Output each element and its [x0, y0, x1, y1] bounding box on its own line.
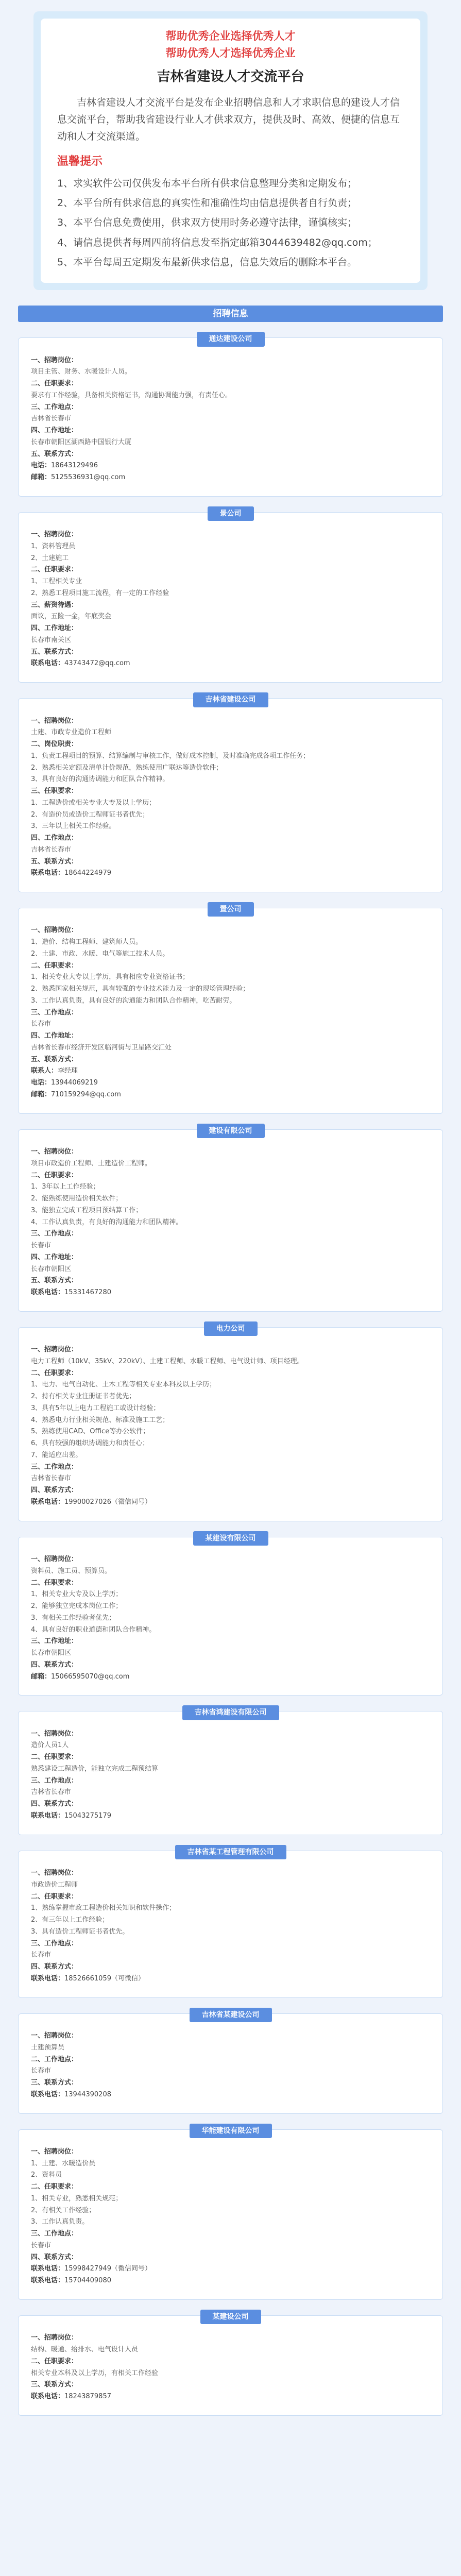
company-name-badge: 建设有限公司	[197, 1124, 265, 1138]
contact-value: 18643129496	[51, 462, 98, 470]
slogan-line-2: 帮助优秀人才选择优秀企业	[165, 46, 296, 59]
job-detail-text: 长春市	[31, 1020, 52, 1028]
job-section-heading: 一、招聘岗位：	[31, 2032, 78, 2040]
card-header	[31, 692, 430, 707]
company-name-badge: 吉林省某工程管理有限公司	[175, 1845, 286, 1859]
job-section-heading: 一、招聘岗位：	[31, 531, 78, 539]
job-detail-text: 吉林省长春市	[31, 1475, 72, 1483]
job-details	[31, 1868, 430, 1985]
contact-label: 电话：	[31, 1079, 52, 1087]
contact-label: 联系电话：	[31, 1811, 65, 1820]
company-name-badge: 某建设公司	[200, 2310, 261, 2324]
job-section-heading: 二、任职要求：	[31, 1753, 78, 1761]
job-detail-text: 资料员、施工员、预算员。	[31, 1567, 112, 1575]
contact-label: 联系电话：	[31, 2090, 65, 2098]
job-section-heading: 四、工作地址：	[31, 1032, 78, 1040]
contact-value: 5125536931@qq.com	[51, 473, 126, 481]
job-detail-text: 1、负责工程项目的预算、结算编制与审核工作，做好成本控制，及时准确完成各项工作任务；	[31, 752, 310, 760]
contact-label: 联系电话：	[31, 659, 65, 668]
job-section-heading: 三、工作地点：	[31, 403, 78, 411]
job-card	[18, 1848, 443, 1998]
job-section-heading: 一、招聘岗位：	[31, 1346, 78, 1354]
job-detail-text: 2、熟悉相关定额及清单计价规范，熟练使用广联达等造价软件；	[31, 764, 223, 772]
platform-intro: 吉林省建设人才交流平台是发布企业招聘信息和人才求职信息的建设人才信息交流平台，帮助我省建设行业人才供求双方，提供及时、高效、便捷的信息互动和人才交流渠道。	[57, 96, 400, 143]
job-detail-text: 1、相关专业大专以上学历，具有相应专业资格证书；	[31, 973, 190, 981]
job-detail-text: 3、能独立完成工程项目预结算工作；	[31, 1206, 143, 1214]
job-detail-text: 2、资料员	[31, 2171, 62, 2179]
job-detail-text: 吉林省长春市	[31, 845, 72, 854]
job-detail-text: 2、熟悉国家相关规范，具有较强的专业技术能力及一定的现场管理经验；	[31, 985, 250, 993]
company-name-badge: 置公司	[208, 902, 254, 917]
job-detail-text: 土建、市政专业造价工程师	[31, 728, 112, 737]
job-section-heading: 五、联系方式：	[31, 1055, 78, 1063]
card-header	[31, 2310, 430, 2324]
job-details	[31, 2332, 430, 2403]
platform-title: 吉林省建设人才交流平台	[157, 69, 304, 85]
job-section-heading: 五、联系方式：	[31, 450, 78, 458]
job-detail-text: 电力工程师（10kV、35kV、220kV）、土建工程师、水暖工程师、电气设计师、项目经理。	[31, 1357, 304, 1365]
contact-row	[31, 868, 430, 879]
contact-label: 联系人：	[31, 1067, 58, 1075]
job-detail-text: 2、土建施工	[31, 554, 69, 562]
job-card	[18, 698, 443, 892]
contact-value: 43743472@qq.com	[64, 659, 130, 668]
contact-value: 15704409080	[64, 2277, 111, 2285]
company-name-badge: 吉林省某建设公司	[190, 2008, 272, 2022]
job-detail-text: 长春市	[31, 1242, 52, 1250]
job-section-heading: 五、联系方式：	[31, 1277, 78, 1285]
job-detail-text: 长春市朝阳区湖西路中国银行大厦	[31, 438, 132, 446]
hero-panel	[41, 19, 420, 283]
job-section-heading: 二、任职要求：	[31, 1892, 78, 1901]
contact-row	[31, 1077, 430, 1089]
job-section-heading: 二、任职要求：	[31, 1579, 78, 1587]
job-details	[31, 2030, 430, 2101]
company-name-badge: 景公司	[208, 506, 254, 521]
contact-row	[31, 2263, 430, 2275]
contact-value: 19900027026（微信同号）	[64, 1498, 151, 1506]
contact-label: 联系电话：	[31, 1289, 65, 1297]
company-name-badge: 通达建设公司	[197, 332, 265, 346]
contact-label: 联系电话：	[31, 1974, 65, 1982]
tips-list	[57, 175, 404, 270]
job-detail-text: 4、熟悉电力行业相关规范、标准及施工工艺；	[31, 1416, 169, 1424]
job-section-heading: 二、任职要求：	[31, 1171, 78, 1179]
job-section-heading: 四、工作地点：	[31, 834, 78, 842]
job-section-heading: 二、任职要求：	[31, 2357, 78, 2365]
job-detail-text: 长春市	[31, 1951, 52, 1959]
contact-row	[31, 1973, 430, 1985]
job-detail-text: 3、具有良好的沟通协调能力和团队合作精神。	[31, 775, 169, 784]
job-detail-text: 2、有三年以上工作经验；	[31, 1916, 109, 1924]
job-detail-text: 2、有造价员或造价工程师证书者优先；	[31, 810, 149, 819]
contact-value: 13944069219	[51, 1079, 98, 1087]
job-detail-text: 2、能够独立完成本岗位工作；	[31, 1602, 123, 1611]
job-section-heading: 三、联系方式：	[31, 2079, 78, 2087]
contact-row	[31, 1065, 430, 1077]
job-section-heading: 四、工作地址：	[31, 1253, 78, 1261]
job-card	[18, 905, 443, 1114]
job-detail-text: 长春市朝阳区	[31, 1649, 72, 1657]
contact-row	[31, 1810, 430, 1822]
tip-item: 4、请信息提供者每周四前将信息发至指定邮箱3044639482@qq.com；	[57, 236, 378, 248]
job-detail-text: 土建预算员	[31, 2043, 65, 2052]
job-section-heading: 一、招聘岗位：	[31, 926, 78, 935]
contact-value: 15043275179	[64, 1811, 111, 1820]
job-detail-text: 1、造价、结构工程师、建筑师人员。	[31, 938, 143, 946]
job-section-heading: 四、工作地址：	[31, 427, 78, 434]
job-detail-text: 要求有工作经验，具备相关资格证书，沟通协调能力强，有责任心。	[31, 391, 232, 399]
job-card	[18, 1324, 443, 1521]
job-detail-text: 3、工作认真负责。	[31, 2218, 89, 2226]
contact-row	[31, 460, 430, 472]
job-section-heading: 三、联系方式：	[31, 2381, 78, 2389]
job-detail-text: 项目主管、财务、水暖设计人员。	[31, 368, 132, 376]
contact-row	[31, 2275, 430, 2287]
job-section-heading: 四、联系方式：	[31, 1800, 78, 1808]
card-header	[31, 1321, 430, 1336]
contact-value: 李经理	[58, 1067, 78, 1075]
job-details	[31, 925, 430, 1100]
job-detail-text: 5、熟练使用CAD、Office等办公软件；	[31, 1428, 150, 1436]
contact-label: 联系电话：	[31, 869, 65, 877]
job-detail-text: 项目市政造价工程师、土建造价工程师。	[31, 1159, 152, 1167]
job-card	[18, 1708, 443, 1835]
contact-label: 邮箱：	[31, 1090, 52, 1098]
tips-title: 温馨提示	[57, 155, 103, 168]
job-section-heading: 四、联系方式：	[31, 1486, 78, 1495]
contact-value: 18243879857	[64, 2393, 111, 2401]
job-detail-text: 长春市	[31, 2067, 52, 2075]
job-section-heading: 三、薪资待遇：	[31, 601, 78, 609]
tip-item: 5、本平台每周五定期发布最新供求信息，信息失效后的删除本平台。	[57, 256, 357, 268]
job-detail-text: 1、工程造价或相关专业大专及以上学历；	[31, 799, 156, 807]
company-name-badge: 华能建设有限公司	[190, 2124, 272, 2138]
job-section-heading: 二、岗位职责：	[31, 740, 78, 749]
job-detail-text: 7、能适应出差。	[31, 1451, 82, 1459]
job-detail-text: 1、电力、电气自动化、土木工程等相关专业本科及以上学历；	[31, 1381, 216, 1389]
job-detail-text: 1、资料管理员	[31, 542, 76, 550]
company-name-badge: 某建设有限公司	[193, 1531, 268, 1546]
job-details	[31, 1728, 430, 1822]
card-header	[31, 902, 430, 917]
job-detail-text: 吉林省长春市经济开发区临河街与卫星路交汇处	[31, 1043, 172, 1052]
contact-row	[31, 2089, 430, 2101]
contact-label: 联系电话：	[31, 2277, 65, 2285]
job-section-heading: 二、工作地点：	[31, 2055, 78, 2063]
job-detail-text: 1、土建、水暖造价员	[31, 2159, 96, 2167]
job-card	[18, 2010, 443, 2114]
job-detail-text: 6、具有较强的组织协调能力和责任心；	[31, 1439, 149, 1448]
contact-value: 13944390208	[64, 2090, 111, 2098]
job-section-heading: 二、任职要求：	[31, 380, 78, 387]
job-section-heading: 三、工作地址：	[31, 1637, 78, 1646]
card-header	[31, 2124, 430, 2138]
contact-row	[31, 658, 430, 670]
contact-row	[31, 1497, 430, 1509]
job-detail-text: 长春市	[31, 2241, 52, 2249]
job-detail-text: 面议，五险一金，年底奖金	[31, 613, 112, 621]
job-section-heading: 一、招聘岗位：	[31, 1555, 78, 1564]
contact-label: 联系电话：	[31, 2393, 65, 2401]
job-detail-text: 造价人员1人	[31, 1741, 69, 1750]
job-section-heading: 二、任职要求：	[31, 2183, 78, 2191]
job-card	[18, 337, 443, 497]
card-header	[31, 2008, 430, 2022]
job-detail-text: 吉林省长春市	[31, 1788, 72, 1797]
job-section-heading: 三、任职要求：	[31, 787, 78, 795]
job-detail-text: 相关专业本科及以上学历，有相关工作经验	[31, 2369, 159, 2377]
contact-row	[31, 1089, 430, 1101]
tip-item: 2、本平台所有供求信息的真实性和准确性均由信息提供者自行负责；	[57, 197, 357, 209]
contact-row	[31, 2391, 430, 2403]
job-section-heading: 四、工作地址：	[31, 624, 78, 633]
job-section-heading: 二、任职要求：	[31, 961, 78, 970]
card-header	[31, 1705, 430, 1720]
job-detail-text: 1、3年以上工作经验；	[31, 1183, 100, 1191]
job-detail-text: 长春市南关区	[31, 636, 72, 644]
contact-value: 15998427949（微信同号）	[64, 2265, 151, 2273]
job-detail-text: 长春市朝阳区	[31, 1265, 72, 1273]
contact-value: 15066595070@qq.com	[51, 1672, 130, 1681]
contact-label: 联系电话：	[31, 2265, 65, 2273]
job-section-heading: 三、工作地点：	[31, 1463, 78, 1471]
job-section-heading: 一、招聘岗位：	[31, 717, 78, 725]
contact-label: 邮箱：	[31, 1672, 52, 1681]
job-card	[18, 509, 443, 683]
contact-row	[31, 1287, 430, 1299]
job-detail-text: 市政造价工程师	[31, 1880, 78, 1889]
contact-value: 710159294@qq.com	[51, 1090, 121, 1098]
job-details	[31, 1146, 430, 1299]
contact-row	[31, 472, 430, 484]
job-section-heading: 三、工作地点：	[31, 1939, 78, 1947]
job-detail-text: 2、有相关工作经验；	[31, 2206, 96, 2214]
contact-label: 联系电话：	[31, 1498, 65, 1506]
job-detail-text: 4、工作认真负责，有良好的沟通能力和团队精神。	[31, 1218, 183, 1226]
job-section-heading: 一、招聘岗位：	[31, 1730, 78, 1738]
contact-row	[31, 1671, 430, 1683]
job-section-heading: 二、任职要求：	[31, 566, 78, 574]
contact-value: 15331467280	[64, 1289, 111, 1297]
hero-banner	[33, 11, 428, 290]
company-name-badge: 吉林省建设公司	[193, 692, 268, 707]
job-detail-text: 结构、暖通、给排水、电气设计人员	[31, 2346, 139, 2354]
job-section-heading: 三、工作地点：	[31, 1230, 78, 1238]
contact-label: 邮箱：	[31, 473, 52, 481]
job-details	[31, 1554, 430, 1683]
job-detail-text: 3、工作认真负责，具有良好的沟通能力和团队合作精神，吃苦耐劳。	[31, 996, 236, 1005]
section-title: 招聘信息	[18, 306, 443, 322]
job-card-list	[18, 337, 443, 2416]
job-section-heading: 三、工作地点：	[31, 1776, 78, 1785]
job-section-heading: 一、招聘岗位：	[31, 2334, 78, 2342]
card-header	[31, 1531, 430, 1546]
card-header	[31, 332, 430, 346]
job-card	[18, 1126, 443, 1312]
job-card	[18, 2312, 443, 2416]
job-detail-text: 2、持有相关专业注册证书者优先；	[31, 1393, 136, 1401]
card-header	[31, 506, 430, 521]
job-section-heading: 三、工作地点：	[31, 1008, 78, 1016]
job-section-heading: 二、任职要求：	[31, 1369, 78, 1377]
card-header	[31, 1845, 430, 1859]
job-section-heading: 四、联系方式：	[31, 1660, 78, 1669]
job-details	[31, 2146, 430, 2287]
job-details	[31, 1344, 430, 1509]
job-section-heading: 五、联系方式：	[31, 648, 78, 656]
job-details	[31, 529, 430, 670]
job-details	[31, 355, 430, 484]
job-detail-text: 1、熟练掌握市政工程造价相关知识和软件操作；	[31, 1904, 176, 1912]
company-name-badge: 吉林省鸿建设有限公司	[182, 1705, 279, 1720]
job-section-heading: 四、联系方式：	[31, 2253, 78, 2261]
job-detail-text: 2、熟悉工程项目施工流程，有一定的工作经验	[31, 589, 169, 597]
job-detail-text: 2、土建、市政、水暖、电气等施工技术人员。	[31, 950, 169, 958]
job-detail-text: 吉林省长春市	[31, 415, 72, 423]
job-section-heading: 一、招聘岗位：	[31, 1869, 78, 1877]
job-detail-text: 2、能熟练使用造价相关软件；	[31, 1195, 123, 1203]
contact-label: 电话：	[31, 462, 52, 470]
job-detail-text: 1、相关专业大专及以上学历；	[31, 1590, 123, 1599]
job-detail-text: 3、具有造价工程师证书者优先。	[31, 1927, 129, 1936]
job-card	[18, 2126, 443, 2300]
slogan-line-1: 帮助优秀企业选择优秀人才	[165, 30, 296, 42]
job-section-heading: 一、招聘岗位：	[31, 2147, 78, 2156]
job-detail-text: 1、相关专业，熟悉相关规范；	[31, 2194, 123, 2202]
job-section-heading: 三、工作地点：	[31, 2230, 78, 2238]
job-section-heading: 五、联系方式：	[31, 857, 78, 866]
company-name-badge: 电力公司	[204, 1321, 258, 1336]
job-details	[31, 716, 430, 880]
job-detail-text: 熟悉建设工程造价，能独立完成工程预结算	[31, 1765, 159, 1773]
job-detail-text: 4、具有良好的职业道德和团队合作精神。	[31, 1625, 156, 1634]
job-detail-text: 3、三年以上相关工作经验。	[31, 822, 116, 831]
tip-item: 3、本平台信息免费使用，供求双方使用时务必遵守法律，谨慎核实；	[57, 217, 357, 229]
job-section-heading: 一、招聘岗位：	[31, 1148, 78, 1156]
job-section-heading: 四、联系方式：	[31, 1963, 78, 1971]
job-detail-text: 3、有相关工作经验者优先；	[31, 1614, 116, 1622]
job-section-heading: 一、招聘岗位：	[31, 356, 78, 364]
job-detail-text: 1、工程相关专业	[31, 578, 82, 586]
contact-value: 18644224979	[64, 869, 111, 877]
job-detail-text: 3、具有5年以上电力工程施工或设计经验；	[31, 1404, 160, 1412]
card-header	[31, 1124, 430, 1138]
job-card	[18, 1534, 443, 1696]
contact-value: 18526661059（可微信）	[64, 1974, 145, 1982]
tip-item: 1、求实软件公司仅供发布本平台所有供求信息整理分类和定期发布；	[57, 177, 357, 189]
